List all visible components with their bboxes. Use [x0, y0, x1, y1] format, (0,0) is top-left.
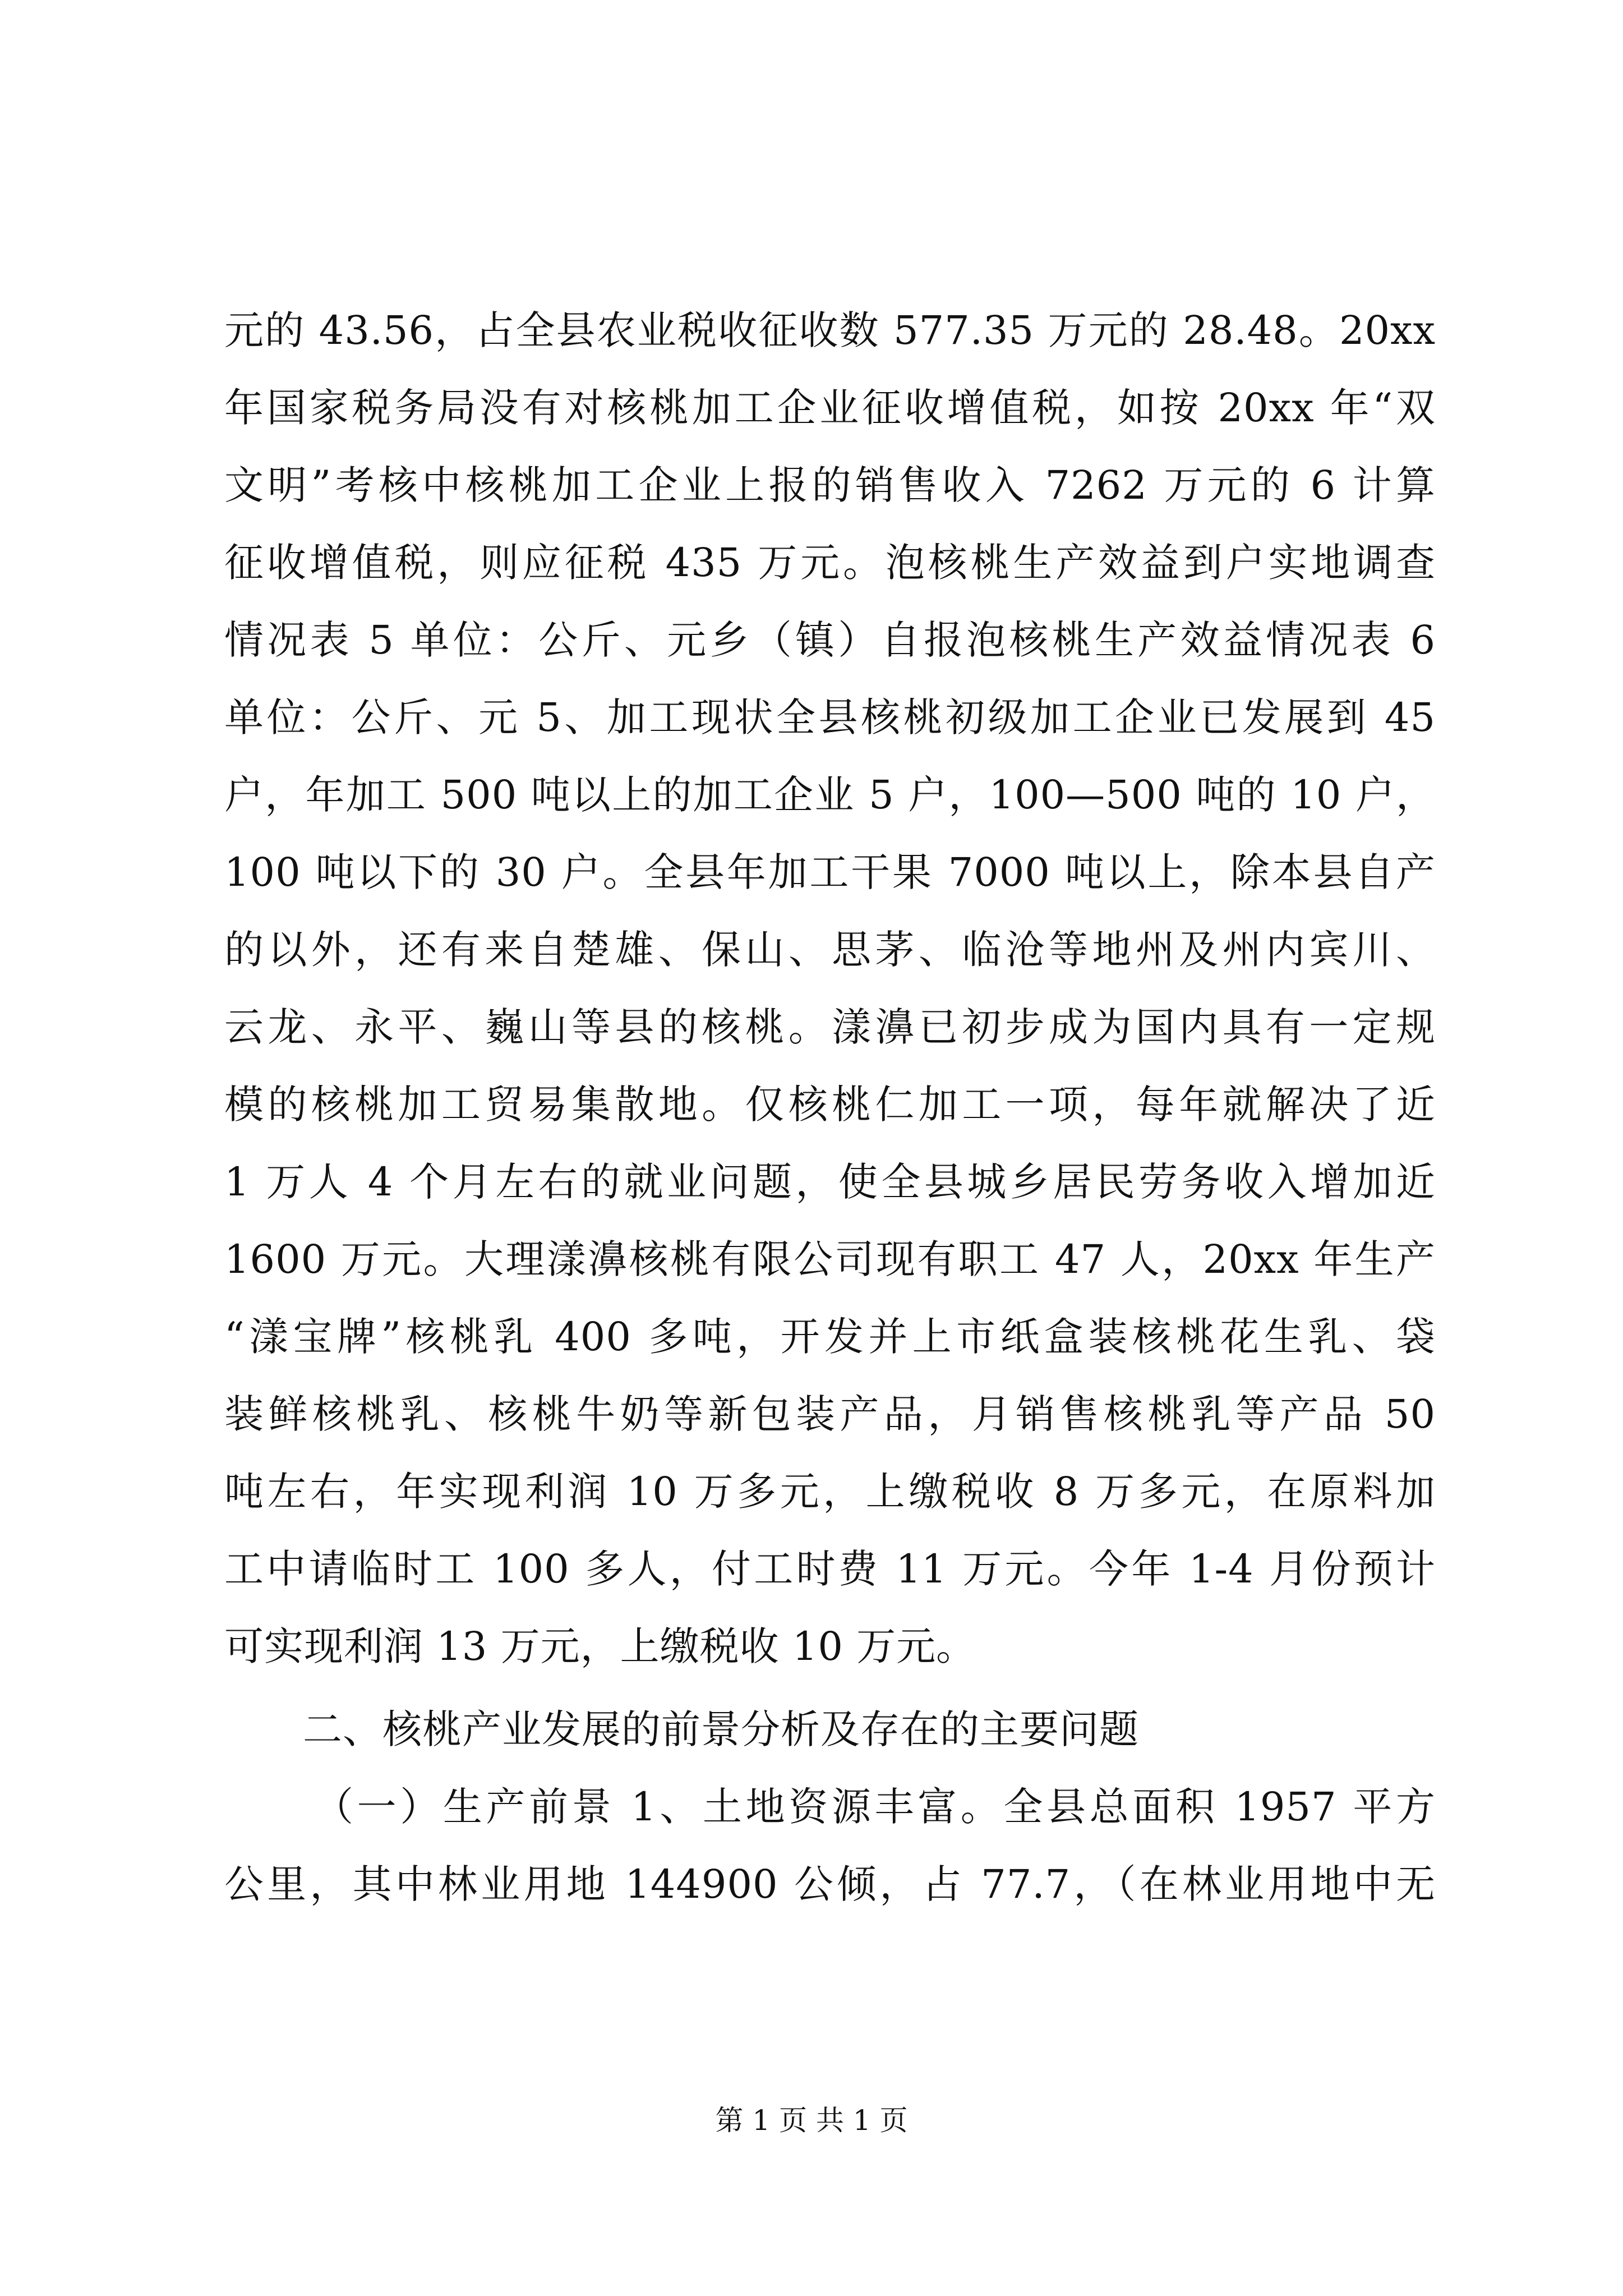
document-body [224, 292, 1436, 1923]
text-line: “漾宝牌”核桃乳 400 多吨，开发并上市纸盒装核桃花生乳、袋 [224, 1314, 1436, 1360]
text-line: 单位：公斤、元 5、加工现状全县核桃初级加工企业已发展到 45 [224, 694, 1436, 740]
text-line: 1600 万元。大理漾濞核桃有限公司现有职工 47 人，20xx 年生产 [224, 1236, 1436, 1282]
text-line: 100 吨以下的 30 户。全县年加工干果 7000 吨以上，除本县自产 [224, 849, 1436, 895]
text-line: 元的 43.56，占全县农业税收征收数 577.35 万元的 28.48。20xx [224, 307, 1436, 353]
text-line: 的以外，还有来自楚雄、保山、思茅、临沧等地州及州内宾川、 [224, 927, 1436, 973]
text-line: 1 万人 4 个月左右的就业问题，使全县城乡居民劳务收入增加近 [224, 1159, 1436, 1205]
text-line: 可实现利润 13 万元，上缴税收 10 万元。 [224, 1623, 976, 1669]
text-line: 征收增值税，则应征税 435 万元。泡核桃生产效益到户实地调查 [224, 540, 1436, 586]
text-line: 云龙、永平、巍山等县的核桃。漾濞已初步成为国内具有一定规 [224, 1004, 1436, 1050]
text-line: 户，年加工 500 吨以上的加工企业 5 户，100—500 吨的 10 户， [224, 772, 1436, 818]
text-line: 工中请临时工 100 多人，付工时费 11 万元。今年 1-4 月份预计 [224, 1546, 1436, 1592]
text-line: 吨左右，年实现利润 10 万多元，上缴税收 8 万多元，在原料加 [224, 1469, 1436, 1515]
text-line: 公里，其中林业用地 144900 公倾，占 77.7，（在林业用地中无 [224, 1861, 1436, 1907]
text-line: （一）生产前景 1、土地资源丰富。全县总面积 1957 平方 [314, 1784, 1436, 1830]
page-footer: 第 1 页 共 1 页 [715, 2104, 908, 2137]
section-heading: 二、核桃产业发展的前景分析及存在的主要问题 [303, 1706, 1139, 1752]
text-line: 年国家税务局没有对核桃加工企业征收增值税，如按 20xx 年“双 [224, 385, 1436, 431]
text-line: 情况表 5 单位：公斤、元乡（镇）自报泡核桃生产效益情况表 6 [224, 617, 1436, 663]
text-line: 装鲜核桃乳、核桃牛奶等新包装产品，月销售核桃乳等产品 50 [224, 1391, 1436, 1437]
text-line: 文明”考核中核桃加工企业上报的销售收入 7262 万元的 6 计算 [224, 462, 1436, 508]
text-line: 模的核桃加工贸易集散地。仅核桃仁加工一项，每年就解决了近 [224, 1082, 1436, 1128]
